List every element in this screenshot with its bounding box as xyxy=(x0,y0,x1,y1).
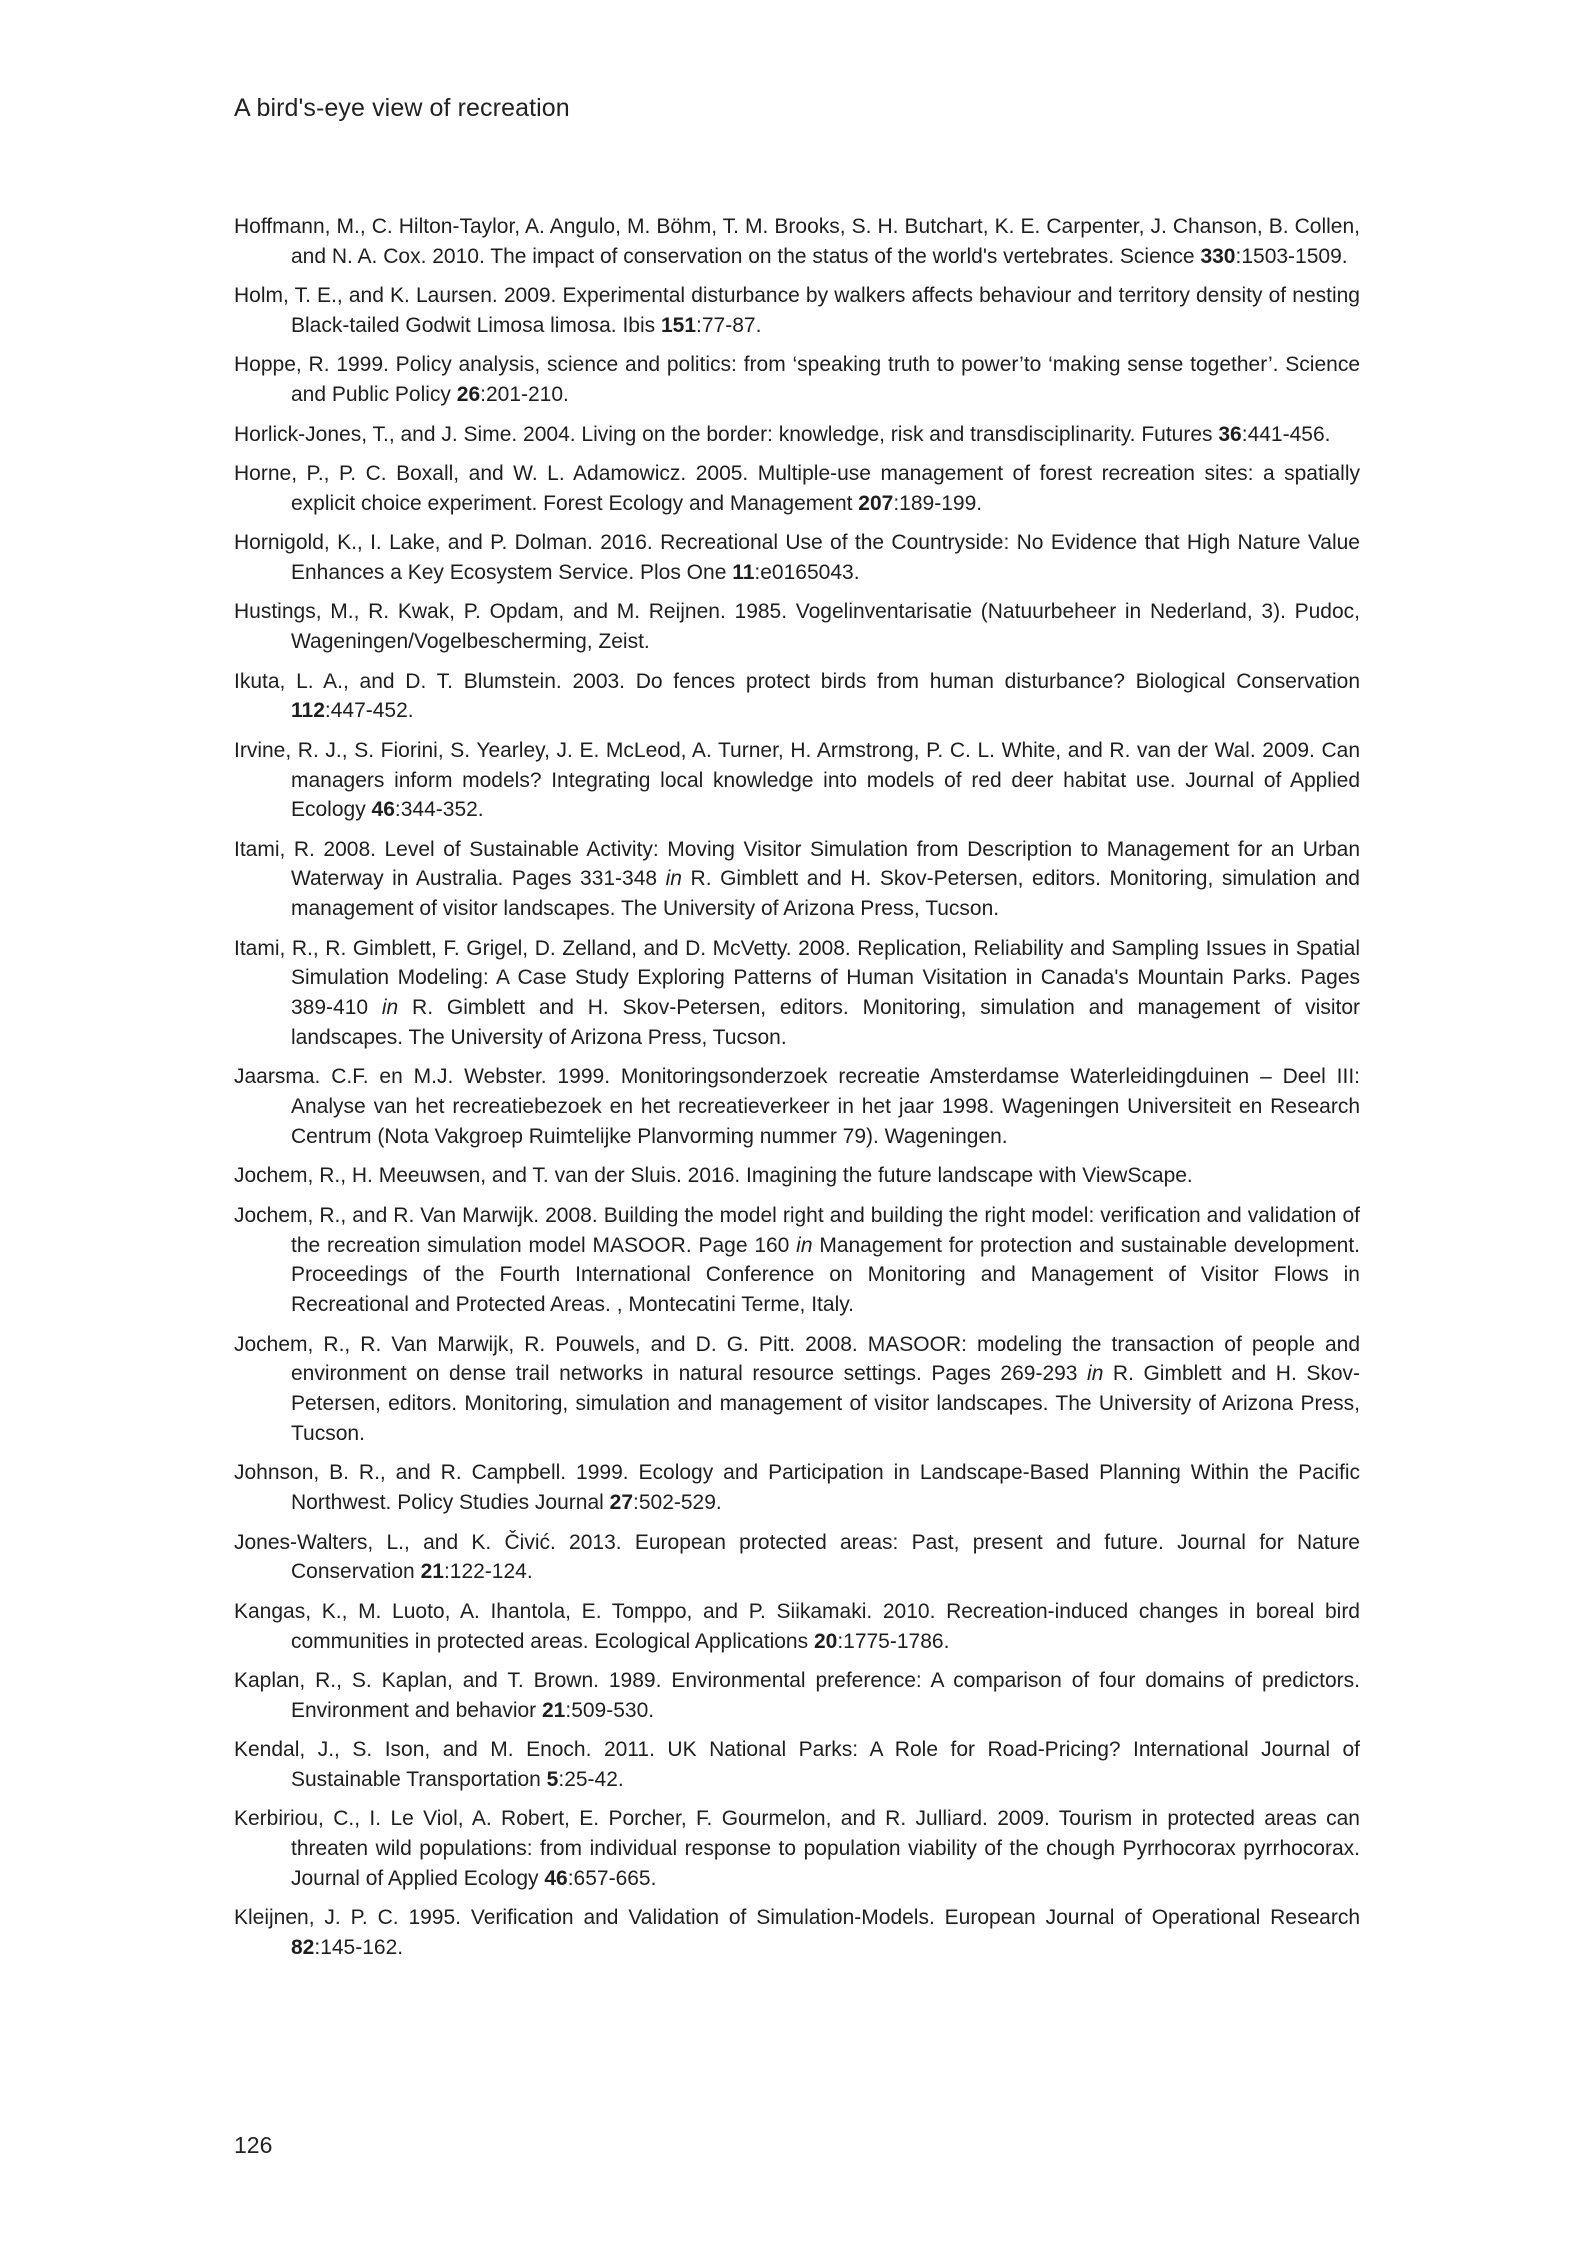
volume-number: 112 xyxy=(291,699,325,723)
volume-number: 36 xyxy=(1218,422,1242,446)
reference-entry: Kendal, J., S. Ison, and M. Enoch. 2011. UK National Parks: A Role for Road-Pricing? International Journal of Sustainable Transportation 5:25-42. xyxy=(234,1738,1360,1791)
volume-number: 46 xyxy=(544,1866,568,1890)
reference-entry: Itami, R., R. Gimblett, F. Grigel, D. Zelland, and D. McVetty. 2008. Replication, Reliability and Sampling Issues in Spatial Simulation Modeling: A Case Study Exploring Patterns of Human Visitation in Canada's Mountain Parks. Pages 389-410 in R. Gimblett and H. Skov-Petersen, editors. Monitoring, simulation and management of visitor landscapes. The University of Arizona Press, Tucson. xyxy=(234,936,1361,1050)
volume-number: 82 xyxy=(291,1936,315,1960)
reference-entry: Jochem, R., H. Meeuwsen, and T. van der Sluis. 2016. Imagining the future landscape with ViewScape. xyxy=(234,1164,1193,1188)
volume-number: 5 xyxy=(546,1767,559,1791)
volume-number: 46 xyxy=(371,798,395,822)
in-italic: in xyxy=(381,996,399,1020)
reference-list xyxy=(234,212,1360,1973)
volume-number: 330 xyxy=(1200,244,1236,268)
volume-number: 151 xyxy=(660,313,697,337)
reference-entry: Horne, P., P. C. Boxall, and W. L. Adamowicz. 2005. Multiple-use management of forest recreation sites: a spatially explicit choice experiment. Forest Ecology and Management 207:189-199. xyxy=(234,461,1360,515)
reference-entry: Kaplan, R., S. Kaplan, and T. Brown. 1989. Environmental preference: A comparison of four domains of predictors. Environment and behavior 21:509-530. xyxy=(234,1668,1360,1722)
in-italic: in xyxy=(1087,1362,1104,1386)
reference-entry: Jochem, R., R. Van Marwijk, R. Pouwels, and D. G. Pitt. 2008. MASOOR: modeling the transaction of people and environment on dense trail networks in natural resource settings. Pages 269-293 in R. Gimblett and H. Skov-Petersen, editors. Monitoring, simulation and management of visitor landscapes. The University of Arizona Press, Tucson. xyxy=(234,1332,1360,1445)
reference-entry: Holm, T. E., and K. Laursen. 2009. Experimental disturbance by walkers affects behaviour and territory density of nesting Black-tailed Godwit Limosa limosa. Ibis 151:77-87. xyxy=(234,284,1360,337)
reference-entry: Itami, R. 2008. Level of Sustainable Activity: Moving Visitor Simulation from Description to Management for an Urban Waterway in Australia. Pages 331-348 in R. Gimblett and H. Skov-Petersen, editors. Monitoring, simulation and management of visitor landscapes. The University of Arizona Press, Tucson. xyxy=(234,837,1360,921)
volume-number: 21 xyxy=(420,1560,444,1584)
volume-number: 27 xyxy=(609,1491,633,1515)
volume-number: 207 xyxy=(858,491,894,515)
volume-number: 11 xyxy=(732,560,755,584)
page-number: 126 xyxy=(234,2132,273,2158)
reference-entry: Kerbiriou, C., I. Le Viol, A. Robert, E. Porcher, F. Gourmelon, and R. Julliard. 2009. Tourism in protected areas can threaten wild populations: from individual response to population viability of the chough Pyrrhocorax pyrrhocorax. Journal of Applied Ecology 46:657-665. xyxy=(234,1807,1360,1890)
reference-entry: Irvine, R. J., S. Fiorini, S. Yearley, J. E. McLeod, A. Turner, H. Armstrong, P. C. L. White, and R. van der Wal. 2009. Can managers inform models? Integrating local knowledge into models of red deer habitat use. Journal of Applied Ecology 46:344-352. xyxy=(234,738,1360,822)
reference-entry: Hoffmann, M., C. Hilton-Taylor, A. Angulo, M. Böhm, T. M. Brooks, S. H. Butchart, K. E. Carpenter, J. Chanson, B. Collen, and N. A. Cox. 2010. The impact of conservation on the status of the world's vertebrates. Science 330:1503-1509. xyxy=(234,215,1360,268)
reference-entry: Ikuta, L. A., and D. T. Blumstein. 2003. Do fences protect birds from human disturbance? Biological Conservation 112:447-452. xyxy=(234,669,1360,723)
reference-entry: Kleijnen, J. P. C. 1995. Verification and Validation of Simulation-Models. European Journal of Operational Research 82:145-162. xyxy=(234,1906,1360,1960)
in-italic: in xyxy=(796,1233,813,1257)
reference-entry: Kangas, K., M. Luoto, A. Ihantola, E. Tomppo, and P. Siikamaki. 2010. Recreation-induced changes in boreal bird communities in protected areas. Ecological Applications 20:1775-1786. xyxy=(234,1599,1360,1653)
reference-entry: Jochem, R., and R. Van Marwijk. 2008. Building the model right and building the right model: verification and validation of the recreation simulation model MASOOR. Page 160 in Management for protection and sustainable development. Proceedings of the Fourth International Conference on Monitoring and Management of Visitor Flows in Recreational and Protected Areas. , Montecatini Terme, Italy. xyxy=(234,1203,1360,1317)
reference-entry: Horlick-Jones, T., and J. Sime. 2004. Living on the border: knowledge, risk and transdisciplinarity. Futures 36:441-456. xyxy=(234,422,1331,446)
reference-entry: Hustings, M., R. Kwak, P. Opdam, and M. Reijnen. 1985. Vogelinventarisatie (Natuurbeheer in Nederland, 3). Pudoc, Wageningen/Vogelbescherming, Zeist. xyxy=(234,600,1360,654)
volume-number: 20 xyxy=(813,1629,838,1653)
reference-entry: Jones-Walters, L., and K. Čivić. 2013. European protected areas: Past, present and future. Journal for Nature Conservation 21:122-124. xyxy=(234,1530,1360,1584)
running-head: A bird's-eye view of recreation xyxy=(234,94,570,122)
reference-entry: Hoppe, R. 1999. Policy analysis, science and politics: from ‘speaking truth to power’to ‘making sense together’. Science and Public Policy 26:201-210. xyxy=(234,353,1360,407)
reference-entry: Johnson, B. R., and R. Campbell. 1999. Ecology and Participation in Landscape-Based Planning Within the Pacific Northwest. Policy Studies Journal 27:502-529. xyxy=(234,1461,1360,1515)
in-italic: in xyxy=(665,867,682,891)
reference-entry: Jaarsma. C.F. en M.J. Webster. 1999. Monitoringsonderzoek recreatie Amsterdamse Waterleidingduinen – Deel III: Analyse van het recreatiebezoek en het recreatieverkeer in het jaar 1998. Wageningen Universiteit en Research Centrum (Nota Vakgroep Ruimtelijke Planvorming nummer 79). Wageningen. xyxy=(234,1065,1360,1149)
volume-number: 21 xyxy=(542,1698,566,1722)
reference-entry: Hornigold, K., I. Lake, and P. Dolman. 2016. Recreational Use of the Countryside: No Evidence that High Nature Value Enhances a Key Ecosystem Service. Plos One 11:e0165043. xyxy=(234,531,1360,584)
volume-number: 26 xyxy=(456,383,481,407)
